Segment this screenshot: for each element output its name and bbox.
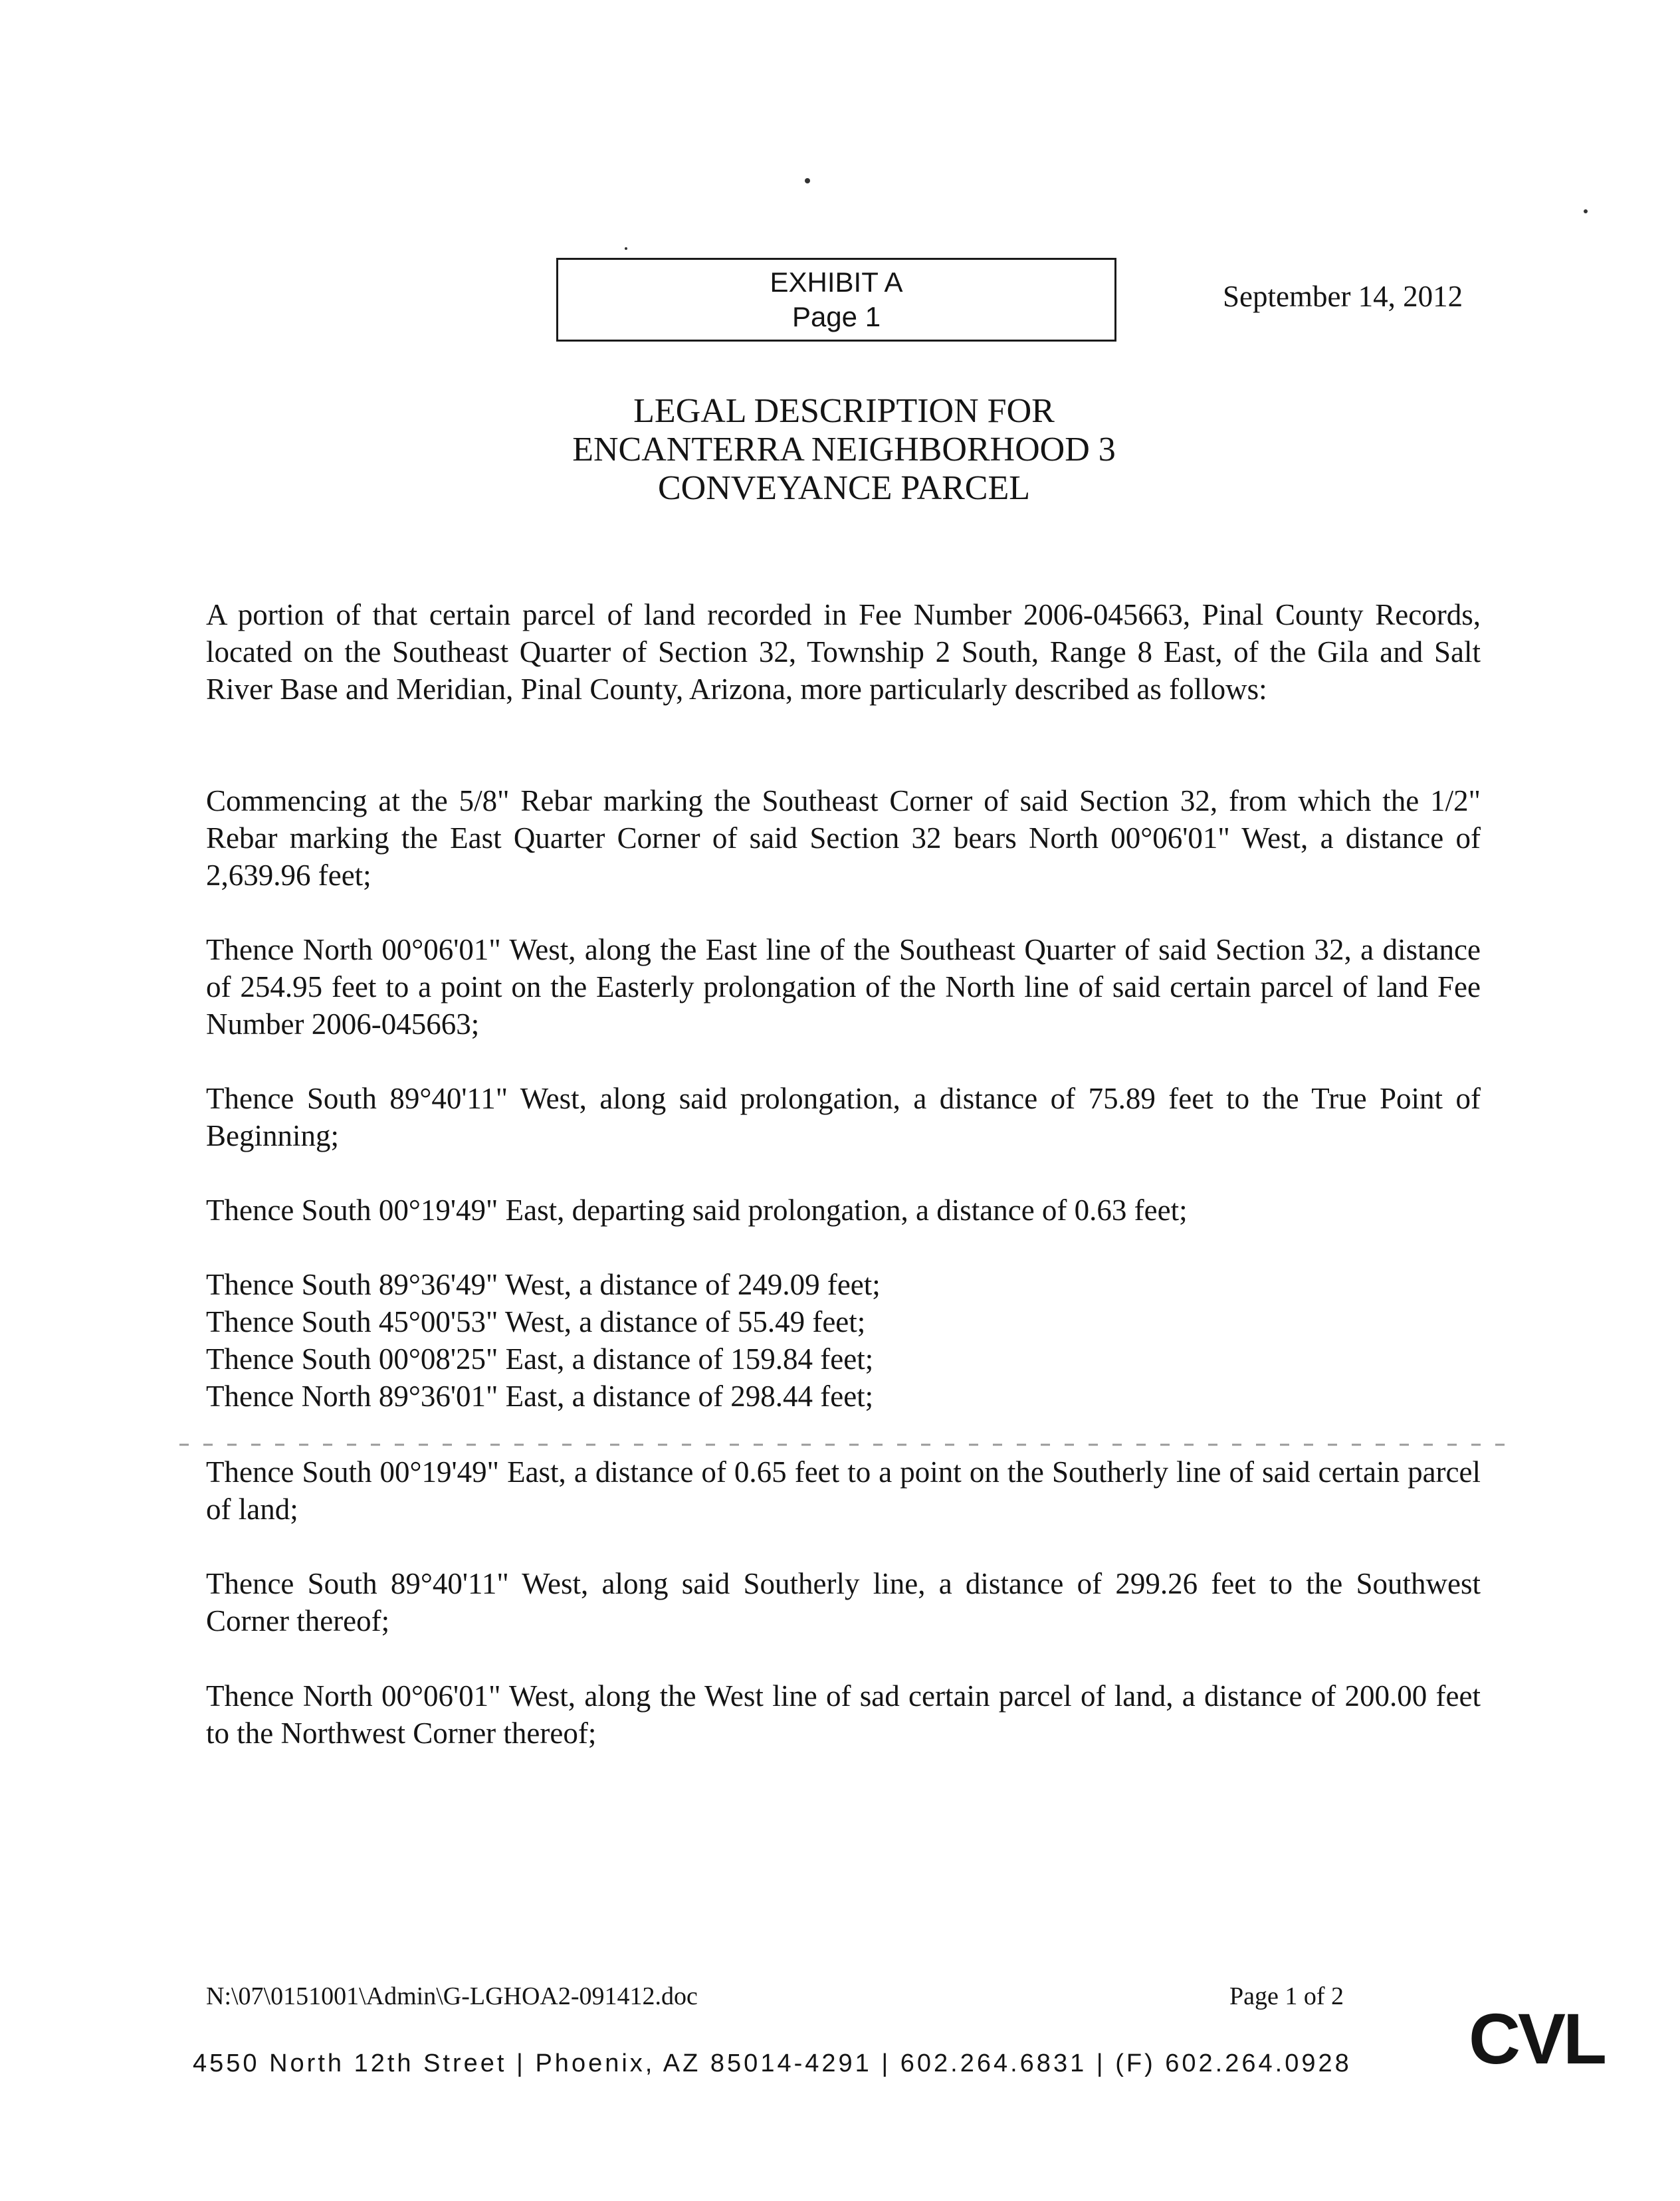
- course-line: Thence South 45°00'53" West, a distance of 55.49 feet;: [206, 1305, 866, 1338]
- paragraph-course-1: [206, 931, 1481, 1043]
- page-number: Page 1 of 2: [1229, 1982, 1344, 2010]
- scan-speck: [1584, 209, 1588, 213]
- course-line: Thence South 00°08'25" East, a distance of 159.84 feet;: [206, 1342, 874, 1376]
- paragraph-text: Thence South 89°40'11" West, along said Southerly line, a distance of 299.26 feet to the Southwest Corner thereof;: [206, 1567, 1481, 1637]
- paragraph-text: Commencing at the 5/8" Rebar marking the Southeast Corner of said Section 32, from which the 1/2" Rebar marking the East Quarter Corner of said Section 32 bears North 00°06'01" West, a distance of 2,639.96 feet;: [206, 784, 1481, 892]
- footer-address: 4550 North 12th Street | Phoenix, AZ 85014-4291 | 602.264.6831 | (F) 602.264.0928: [193, 2049, 1352, 2077]
- exhibit-page: Page 1: [791, 301, 881, 332]
- paragraph-course-2: [206, 1080, 1481, 1154]
- document-date: September 14, 2012: [1223, 280, 1463, 313]
- file-path: N:\07\0151001\Admin\G-LGHOA2-091412.doc: [206, 1982, 698, 2010]
- cvl-logo: [1469, 2000, 1628, 2073]
- paragraph-text: Thence South 00°19'49" East, a distance of 0.65 feet to a point on the Southerly line of said certain parcel of land;: [206, 1455, 1481, 1526]
- scan-speck: [625, 247, 627, 250]
- paragraph-text: A portion of that certain parcel of land recorded in Fee Number 2006-045663, Pinal County Records, located on the Southeast Quarter of Section 32, Township 2 South, Range 8 East, of the Gila and Salt River Base and Meridian, Pinal County, Arizona, more particularly described as follows:: [206, 598, 1481, 706]
- scan-artifact-dashes: [179, 1443, 1509, 1447]
- course-line: Thence North 89°36'01" East, a distance of 298.44 feet;: [206, 1380, 874, 1413]
- scan-speck: [805, 178, 810, 183]
- paragraph-intro: [206, 596, 1481, 708]
- paragraph-text: Thence South 00°19'49" East, departing said prolongation, a distance of 0.63 feet;: [206, 1194, 1188, 1227]
- document-title: [465, 392, 1223, 508]
- paragraph-text: Thence North 00°06'01" West, along the West line of sad certain parcel of land, a distance of 200.00 feet to the Northwest Corner thereof;: [206, 1679, 1481, 1750]
- paragraph-course-6: [206, 1677, 1481, 1752]
- paragraph-commencing: [206, 782, 1481, 894]
- paragraph-course-5: [206, 1565, 1481, 1639]
- course-line: Thence South 89°36'49" West, a distance of 249.09 feet;: [206, 1268, 881, 1301]
- paragraph-text: Thence South 89°40'11" West, along said prolongation, a distance of 75.89 feet to the True Point of Beginning;: [206, 1082, 1481, 1152]
- exhibit-label: EXHIBIT A: [770, 266, 903, 298]
- title-line-2: ENCANTERRA NEIGHBORHOOD 3: [572, 431, 1116, 469]
- logo-text: CVL: [1469, 2000, 1604, 2073]
- course-list: [206, 1266, 1481, 1415]
- paragraph-course-3: [206, 1192, 1481, 1229]
- title-line-3: CONVEYANCE PARCEL: [657, 469, 1031, 507]
- exhibit-box: [556, 258, 1116, 342]
- paragraph-text: Thence North 00°06'01" West, along the East line of the Southeast Quarter of said Section 32, a distance of 254.95 feet to a point on the Easterly prolongation of the North line of said certain parcel of land Fee Number 2006-045663;: [206, 933, 1481, 1041]
- title-line-1: LEGAL DESCRIPTION FOR: [633, 392, 1055, 430]
- paragraph-course-4: [206, 1453, 1481, 1528]
